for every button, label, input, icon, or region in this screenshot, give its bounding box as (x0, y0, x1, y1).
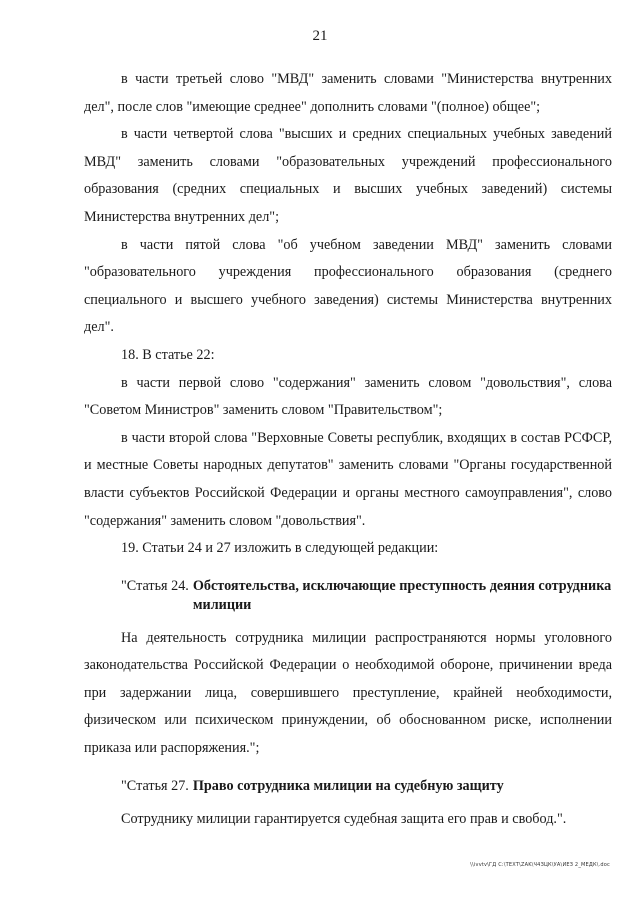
article-27-heading (84, 777, 612, 796)
paragraph-part-five: в части пятой слова "об учебном заведении МВД" заменить словами "образовательного учреждения профессионального образования (среднего специального и высшего учебного заведения) системы Министерства внутренних дел". (84, 236, 612, 336)
paragraph-part-four: в части четвертой слова "высших и средних специальных учебных заведений МВД" заменить словами "образовательных учреждений профессионального образования (средних специальных и высших учебных заведений) системы Министерства внутренних дел"; (84, 126, 612, 225)
paragraph-item-19: 19. Статьи 24 и 27 изложить в следующей редакции: (121, 540, 439, 557)
document-body (84, 66, 612, 833)
article-24-number: "Статья 24. (121, 577, 189, 594)
article-24-body: На деятельность сотрудника милиции распространяются нормы уголовного законодательства Российской Федерации о необходимой обороне, причинении вреда при задержании лица, совершившего преступление, крайней необходимости, физическом или психическом принуждении, об обоснованном риске, исполнении приказа или распоряжения."; (84, 629, 612, 757)
page-number: 21 (312, 28, 328, 44)
paragraph-part-three: в части третьей слово "МВД" заменить словами "Министерства внутренних дел", после слов "имеющие среднее" дополнить словами "(полное) общее"; (84, 71, 612, 115)
article-27-body: Сотруднику милиции гарантируется судебная защита его прав и свобод.". (121, 810, 567, 827)
article-24-title: Обстоятельства, исключающие преступность деяния сотрудника милиции (192, 577, 612, 613)
paragraph-item-18: 18. В статье 22: (121, 346, 215, 363)
article-27-title: Право сотрудника милиции на судебную защиту (192, 777, 504, 794)
paragraph-part-one: в части первой слово "содержания" заменить словом "довольствия", слова "Советом Министров" заменить словом "Правительством"; (84, 374, 612, 419)
paragraph-part-two: в части второй слова "Верховные Советы республик, входящих в состав РСФСР, и местные Советы народных депутатов" заменить словами "Органы государственной власти субъектов Российской Федерации и органы местного самоуправления", слово "содержания" заменить словом "довольствия". (84, 429, 612, 529)
article-27-number: "Статья 27. (121, 777, 189, 794)
article-24-heading (84, 577, 612, 615)
footer-file-path: \\ivvtv\ГД C:\TEXT\ZAK\Ч4ЗЦК\УA\ИЕЗ 2_МЕДК\.doc (470, 862, 610, 868)
